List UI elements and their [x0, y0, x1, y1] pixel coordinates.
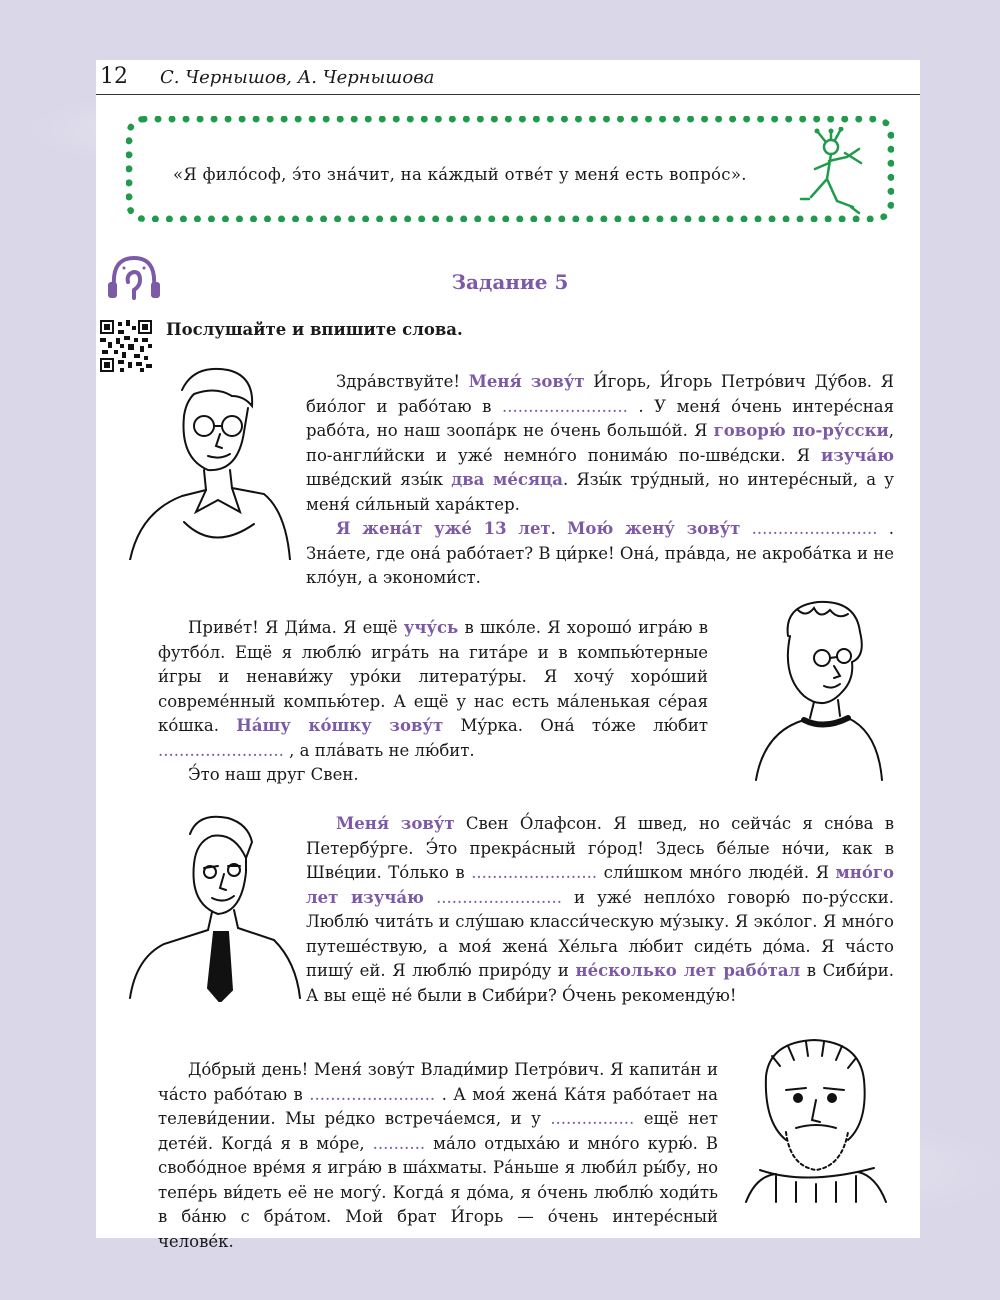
headphones-icon: [104, 252, 164, 304]
text-run: .: [550, 519, 568, 538]
blank-field: ........................: [309, 1084, 436, 1104]
text-run: Свен О́лафсон. Я швед, но сейча́с я сно́ва в Петербу́рге. Э́то прекра́сный го́род! Здесь бе́лые но́чи, как в Шве́ции. То́лько в: [306, 814, 894, 882]
text-run: [424, 888, 436, 907]
monologue-sven-p1: [306, 812, 894, 1008]
blank-field: ........................: [436, 887, 562, 907]
highlighted-phrase: говорю́ по-ру́сски: [713, 421, 889, 440]
monologue-vladimir: [158, 1058, 718, 1254]
text-run: шве́дский язы́к: [306, 470, 452, 489]
blank-field: ........................: [471, 863, 598, 882]
task-instruction: Послушайте и впишите слова.: [166, 320, 463, 339]
portrait-dima: [748, 596, 888, 782]
text-run: . Зна́ете, где она́ рабо́тает? В ци́рке! Она́, пра́вда, не акроба́тка и не кло́ун, а экономи́ст.: [306, 519, 894, 587]
highlighted-phrase: Меня́ зову́т: [468, 372, 585, 391]
text-run: в Сиби́ри. А вы ещё не́ были в Сиби́ри? О́чень рекоменду́ю!: [306, 961, 894, 1005]
monologue-dima-p1: [158, 616, 708, 763]
text-run: в шко́ле. Я хорошо́ игра́ю в футбо́л. Ещё я люблю́ игра́ть на гита́ре и в компью́терные и́гры и ненави́жу уро́ки литерату́ры. Я хочу́ хоро́ший совреме́нный компью́тер. А ещё у нас есть ма́ленькая се́рая ко́шка.: [158, 618, 708, 735]
text-run: и уже́ непло́хо говорю́ по-ру́сски. Люблю́ чита́ть и слу́шаю класси́ческую му́зыку. Я эко́лог. Я мно́го путеше́ствую, а моя́ жена́ Хе́льга лю́бит сиде́ть до́ма. Я ча́сто пишу́ ей. Я люблю́ приро́ду и: [306, 887, 894, 980]
highlighted-phrase: не́сколько лет рабо́тал: [575, 961, 801, 980]
text-run: Му́рка. Она́ то́же лю́бит: [443, 716, 709, 735]
text-run: , а пла́вать не лю́бит.: [283, 740, 475, 760]
highlighted-phrase: изуча́ю: [820, 445, 894, 465]
blank-field: ................: [550, 1109, 635, 1128]
text-run: . А моя́ жена́ Ка́тя рабо́тает на телеви́дении. Мы ре́дко встреча́емся, и у: [158, 1084, 718, 1128]
highlighted-phrase: учу́сь: [403, 618, 459, 637]
text-run: Здра́вствуйте!: [336, 372, 469, 391]
page-number: 12: [100, 64, 128, 89]
text-run: сли́шком мно́го люде́й. Я: [597, 863, 836, 882]
highlighted-phrase: Я жена́т уже́ 13 лет: [336, 519, 551, 538]
monologue-igor-p1: [306, 370, 894, 517]
quote-text: «Я фило́соф, э́то зна́чит, на ка́ждый отве́т у меня́ есть вопро́с».: [173, 165, 747, 184]
portrait-igor: [124, 362, 294, 560]
portrait-sven: [124, 812, 304, 1002]
highlighted-phrase: два ме́сяца: [451, 470, 563, 489]
authors: С. Чернышов, А. Чернышова: [160, 67, 435, 88]
jester-icon: [783, 127, 873, 223]
blank-field: ........................: [751, 519, 878, 538]
text-run: Приве́т! Я Ди́ма. Я ещё: [188, 618, 404, 637]
quote-box: [126, 116, 894, 222]
monologue-vladimir-p1: [158, 1058, 718, 1254]
blank-field: ..........: [372, 1133, 426, 1153]
text-run: . Язы́к тру́дный, но интере́сный, а у меня́ си́льный хара́ктер.: [306, 470, 894, 514]
text-run: И́горь, И́горь Петро́вич Ду́бов. Я био́лог и рабо́таю в: [306, 372, 894, 416]
highlighted-phrase: На́шу ко́шку зову́т: [236, 716, 444, 735]
portrait-vladimir: [736, 1036, 896, 1204]
page-header: [96, 60, 920, 95]
highlighted-phrase: Меня́ зову́т: [336, 814, 455, 833]
monologue-dima-p2: [158, 763, 708, 788]
monologue-dima: [158, 616, 708, 788]
text-run: . У меня́ о́чень интере́сная рабо́та, но наш зоопа́рк не о́чень большо́й. Я: [306, 396, 895, 440]
highlighted-phrase: Мою́ жену́ зову́т: [567, 519, 741, 538]
text-run: ма́ло отдыха́ю и мно́го курю́. В свобо́дное вре́мя я игра́ю в ша́хматы. Ра́ньше я люби́л ры́бу, но тепе́рь ви́деть её не могу́. Когда́ я до́ма, я о́чень люблю́ ходи́ть в ба́ню с бра́том. Мой брат И́горь — о́чень интере́сный челове́к.: [158, 1133, 719, 1251]
monologue-sven: [306, 812, 894, 1008]
blank-field: ........................: [158, 740, 284, 760]
text-run: ещё нет дете́й. Когда́ я в мо́ре,: [158, 1109, 719, 1153]
monologue-igor-p2: [306, 517, 894, 591]
blank-field: ........................: [501, 396, 628, 416]
text-run: Э́то наш друг Свен.: [188, 765, 359, 784]
task-title: Задание 5: [451, 270, 569, 294]
monologue-igor: [306, 370, 894, 591]
text-run: , по-англи́йски и уже́ немно́го понима́ю по-шве́дски. Я: [306, 421, 894, 465]
text-run: До́брый день! Меня́ зову́т Влади́мир Петро́вич. Я капита́н и ча́сто рабо́таю в: [158, 1060, 718, 1104]
highlighted-phrase: мно́го лет изуча́ю: [306, 863, 894, 907]
text-run: [740, 519, 751, 538]
